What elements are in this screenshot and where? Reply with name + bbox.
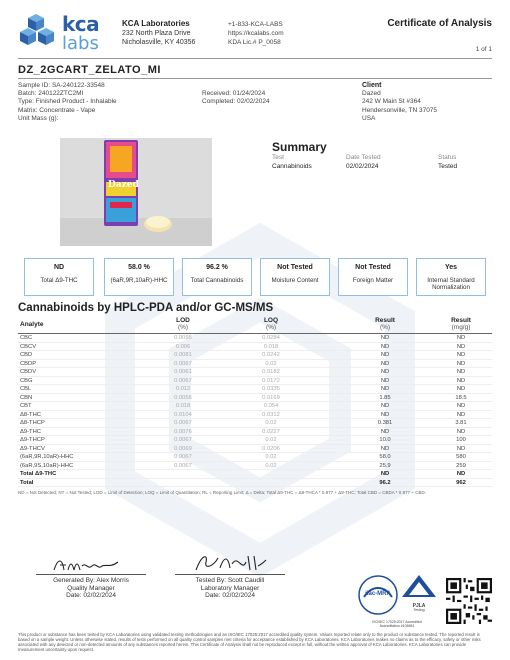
table-row	[18, 436, 492, 445]
analyte-cell: CBD	[20, 352, 33, 358]
sample-dates	[202, 90, 270, 106]
generated-date: Date: 02/02/2024	[66, 592, 116, 599]
analyte-cell: Δ9-THCP	[20, 437, 45, 443]
analyte-cell: CBT	[20, 403, 32, 409]
result-box-label: Total Δ9-THC	[40, 277, 78, 284]
signature-line	[175, 574, 285, 575]
tested-role: Laboratory Manager	[200, 584, 260, 592]
table-row	[18, 402, 492, 411]
lab-phone: +1-833-KCA-LABS	[228, 21, 283, 28]
mg-cell: ND	[456, 411, 466, 418]
lab-website: https://kcalabs.com	[228, 30, 284, 37]
logo-text-top: kca	[62, 12, 100, 36]
table-row	[18, 377, 492, 386]
analyte-cell: Total Δ9-THC	[20, 471, 57, 477]
pct-cell: ND	[380, 386, 390, 392]
lod-cell: 0.0069	[174, 445, 192, 452]
lod-cell: 0.0104	[174, 411, 192, 418]
table-row	[18, 334, 492, 343]
sample-name: DZ_2GCART_ZELATO_MI	[18, 64, 161, 76]
pct-cell: 0.381	[377, 420, 393, 426]
table-row	[18, 394, 492, 403]
result-box-label: Moisture Content	[271, 277, 319, 284]
result-box-label: (6aR,9R,10aR)-HHC	[110, 277, 168, 284]
product-photo	[60, 138, 212, 246]
logo-text-bottom: labs	[62, 33, 99, 54]
analyte-cell: Δ8-THC	[20, 411, 41, 418]
client-name: Dazed	[362, 90, 381, 98]
header-loq	[246, 317, 296, 331]
pct-cell: 10.0	[379, 437, 391, 443]
result-box	[24, 258, 94, 296]
analyte-cell: CBCV	[20, 343, 37, 350]
analyte-cell: CBN	[20, 394, 33, 401]
signature-line	[36, 574, 146, 575]
result-box	[338, 258, 408, 296]
signature-alex-morris-icon	[52, 556, 122, 574]
summary-head-test: Test	[272, 154, 284, 161]
summary-date: 02/02/2024	[346, 163, 379, 170]
header-lod-label: LOD	[176, 317, 190, 324]
pct-cell: 96.2	[379, 479, 391, 486]
table-row	[18, 343, 492, 352]
accreditation-number: Accreditation #108651	[379, 624, 415, 628]
completed-date: Completed: 02/02/2024	[202, 98, 270, 106]
table-row	[18, 360, 492, 369]
header-result-mg-unit: (mg/g)	[451, 324, 471, 331]
mg-cell: ND	[456, 403, 466, 409]
pjla-logo	[400, 573, 438, 625]
lod-cell: 0.0067	[174, 360, 192, 367]
result-box-value: Not Tested	[355, 264, 391, 271]
sample-type: Type: Finished Product - Inhalable	[18, 98, 117, 106]
summary-table	[272, 153, 492, 175]
lod-cell: 0.0067	[174, 454, 192, 460]
table-row	[18, 445, 492, 454]
header-result-pct-unit: (%)	[379, 324, 391, 331]
lod-cell: 0.0095	[174, 335, 192, 341]
loq-cell: 0.0312	[262, 411, 280, 418]
lod-cell: 0.0067	[174, 420, 192, 426]
analyte-cell: Δ9-THC	[20, 428, 41, 435]
lab-address-line2: Nicholasville, KY 40356	[122, 39, 196, 46]
loq-cell: 0.054	[263, 403, 279, 409]
header-result-pct-label: Result	[375, 317, 395, 324]
result-box	[416, 258, 486, 296]
table-row	[18, 462, 492, 471]
table-row	[18, 453, 492, 462]
mg-cell: 259	[456, 462, 466, 469]
mg-cell: ND	[456, 386, 466, 392]
loq-cell: 0.0242	[262, 352, 280, 358]
pct-cell: ND	[380, 377, 390, 384]
mg-cell: ND	[456, 343, 466, 350]
mg-cell: ND	[456, 428, 466, 435]
result-box	[104, 258, 174, 296]
summary-status: Tested	[438, 163, 458, 170]
lod-cell: 0.012	[175, 386, 191, 392]
table-row	[18, 368, 492, 377]
mg-cell: ND	[456, 369, 466, 375]
analyte-cell: CBL	[20, 386, 32, 392]
lab-contact-block	[228, 20, 284, 47]
table-row	[18, 419, 492, 428]
analyte-cell: Δ9-THCV	[20, 445, 45, 452]
pct-cell: ND	[380, 428, 390, 435]
header-loq-label: LOQ	[263, 317, 279, 324]
table-total-row	[18, 479, 492, 488]
header-lod	[158, 317, 208, 331]
legal-disclaimer: This product or substance has been tested by KCA Laboratories using validated testing methodologies and an ISO/IEC 17025:2017 accredited quality system. Values reported relate only to the product or substance tested. The reported result is based on a sample weight. Unless otherwise stated, results of tests performed on all quality control samples met criteria for acceptance established by KCA Laboratories. KCA Laboratories makes no claims as to the efficacy, safety or other risks associated with any detected or non-detected amounts of any substances reported herein. This Certificate of Analysis shall not be reproduced except in full, without the written approval of KCA Laboratories. KCA Laboratories can provide measurement uncertainty upon request.	[18, 632, 481, 652]
table-body	[18, 334, 492, 487]
generated-role: Quality Manager	[67, 584, 115, 592]
pjla-triangle-icon	[400, 573, 438, 599]
tested-by-block	[175, 574, 285, 600]
analyte-cell: (6aR,9S,10aR)-HHC	[20, 462, 74, 469]
received-date: Received: 01/24/2024	[202, 90, 266, 97]
mg-cell: 100	[456, 437, 466, 443]
sample-unit-mass: Unit Mass (g):	[18, 114, 59, 122]
pct-cell: ND	[380, 403, 390, 409]
client-title: Client	[362, 82, 382, 89]
summary-head-date: Date Tested	[346, 154, 381, 161]
lod-cell: 0.0056	[174, 394, 192, 401]
mg-cell: ND	[456, 445, 466, 452]
loq-cell: 0.02	[265, 454, 277, 460]
result-box-value: ND	[53, 264, 65, 271]
mg-cell: ND	[456, 352, 466, 358]
pct-cell: ND	[380, 369, 390, 375]
sample-id: Sample ID: SA-240122-33548	[18, 82, 105, 89]
lab-name: KCA Laboratories	[122, 19, 190, 28]
lod-cell: 0.018	[175, 403, 191, 409]
product-brand-label: Dazed	[108, 180, 139, 190]
summary-title: Summary	[272, 140, 327, 154]
qr-code-icon[interactable]	[446, 578, 492, 624]
mg-cell: 18.5	[455, 394, 467, 401]
loq-cell: 0.0227	[262, 428, 280, 435]
table-row	[18, 411, 492, 420]
loq-cell: 0.02	[265, 462, 277, 469]
pct-cell: ND	[380, 343, 390, 350]
lod-cell: 0.0081	[174, 352, 192, 358]
mg-cell: ND	[456, 471, 466, 477]
result-box-value: Yes	[444, 264, 458, 271]
result-box-value: Not Tested	[277, 264, 313, 271]
pjla-sub: Testing	[413, 608, 425, 612]
page-number: 1 of 1	[475, 46, 492, 53]
lod-cell: 0.0067	[174, 462, 192, 469]
lod-cell: 0.0076	[174, 428, 192, 435]
table-footnote: ND = Not Detected; NT = Not Tested; LOD = Limit of Detection; LOQ = Limit of Quantitation; RL = Reporting Limit; Δ = Delta; Total Δ9-THC = Δ9-THCA * 0.877 + Δ9-THC; Total CBD = CBDA * 0.877 + CBD.	[18, 490, 426, 495]
pct-cell: ND	[380, 335, 390, 341]
mg-cell: 962	[456, 479, 466, 486]
table-row	[18, 385, 492, 394]
table-row	[18, 428, 492, 437]
client-country: USA	[362, 114, 376, 122]
loq-cell: 0.02	[265, 360, 277, 367]
analyte-cell: CBG	[20, 377, 33, 384]
header-lod-unit: (%)	[177, 324, 189, 331]
analyte-cell: CBDP	[20, 360, 37, 367]
cannabinoids-table	[18, 316, 492, 487]
lab-license: KDA Lic.# P_0058	[228, 39, 281, 46]
table-header	[18, 316, 492, 334]
analyte-cell: CBDV	[20, 369, 37, 375]
header-analyte: Analyte	[20, 321, 44, 328]
iso-text: ISO/IEC 17025:2017 Accredited	[372, 620, 422, 624]
result-box	[182, 258, 252, 296]
product-image-icon	[60, 138, 212, 246]
analyte-cell: (6aR,9R,10aR)-HHC	[20, 454, 74, 460]
header-divider	[18, 58, 492, 59]
tested-date: Date: 02/02/2024	[205, 592, 255, 599]
table-total-row	[18, 470, 492, 479]
mg-cell: ND	[456, 335, 466, 341]
mg-cell: ND	[456, 360, 466, 367]
pct-cell: ND	[380, 411, 390, 418]
analyte-cell: CBC	[20, 335, 33, 341]
cannabinoids-section-title: Cannabinoids by HPLC-PDA and/or GC-MS/MS	[18, 302, 274, 314]
analyte-cell: Total	[20, 479, 34, 486]
loq-cell: 0.018	[263, 343, 279, 350]
pct-cell: 25.9	[379, 462, 391, 469]
loq-cell: 0.0172	[262, 377, 280, 384]
loq-cell: 0.0182	[262, 369, 280, 375]
cube-logo-icon	[18, 14, 58, 54]
sample-divider	[18, 78, 492, 79]
header-result-pct	[360, 317, 410, 331]
lod-cell: 0.006	[175, 343, 191, 350]
pct-cell: 1.85	[379, 394, 391, 401]
lab-address-line1: 232 North Plaza Drive	[122, 29, 191, 37]
summary-test: Cannabinoids	[272, 163, 312, 170]
pjla-text: PJLA	[412, 603, 426, 609]
result-box-label: Foreign Matter	[352, 277, 394, 284]
result-box-value: 96.2 %	[206, 264, 228, 271]
analyte-cell: Δ8-THCP	[20, 420, 45, 426]
pct-cell: ND	[380, 352, 390, 358]
sample-matrix: Matrix: Concentrate - Vape	[18, 106, 96, 114]
ilac-mra-logo	[358, 575, 398, 615]
result-box-label: Total Cannabinoids	[190, 277, 244, 284]
lod-cell: 0.0067	[174, 377, 192, 384]
accreditation-text	[356, 620, 438, 628]
sample-batch: Batch: 240122ZTC2MI	[18, 90, 84, 98]
header-result-mg-label: Result	[451, 317, 471, 324]
signature-scott-caudill-icon	[192, 552, 268, 574]
header-loq-unit: (%)	[265, 324, 277, 331]
document-title: Certificate of Analysis	[387, 18, 492, 29]
mg-cell: 580	[456, 454, 466, 460]
tested-by: Tested By: Scott Caudill	[195, 577, 265, 584]
pct-cell: ND	[380, 445, 390, 452]
ilac-text: ilac-MRA	[365, 591, 391, 597]
loq-cell: 0.0169	[262, 394, 280, 401]
loq-cell: 0.0335	[262, 386, 280, 392]
client-address2: Hendersonville, TN 37075	[362, 106, 438, 114]
lod-cell: 0.0067	[174, 437, 192, 443]
generated-by-block	[36, 574, 146, 600]
loq-cell: 0.0206	[262, 445, 280, 452]
client-block	[362, 82, 437, 123]
pct-cell: ND	[380, 360, 390, 367]
result-box-label: Internal Standard Normalization	[427, 277, 475, 291]
table-row	[18, 351, 492, 360]
loq-cell: 0.02	[265, 437, 277, 443]
client-address1: 242 W Main St #364	[362, 98, 421, 106]
mg-cell: ND	[456, 377, 466, 384]
result-box-value: 58.0 %	[128, 264, 150, 271]
lab-address-block	[122, 19, 195, 48]
pct-cell: ND	[380, 471, 390, 477]
loq-cell: 0.0284	[262, 335, 280, 341]
lod-cell: 0.0061	[174, 369, 192, 375]
header-result-mg	[436, 317, 486, 331]
kca-logo	[18, 14, 118, 58]
loq-cell: 0.02	[265, 420, 277, 426]
summary-head-status: Status	[438, 154, 457, 161]
mg-cell: 3.81	[455, 420, 467, 426]
sample-meta	[18, 82, 117, 123]
result-box	[260, 258, 330, 296]
pct-cell: 58.0	[379, 454, 391, 460]
generated-by: Generated By: Alex Morris	[53, 577, 129, 584]
